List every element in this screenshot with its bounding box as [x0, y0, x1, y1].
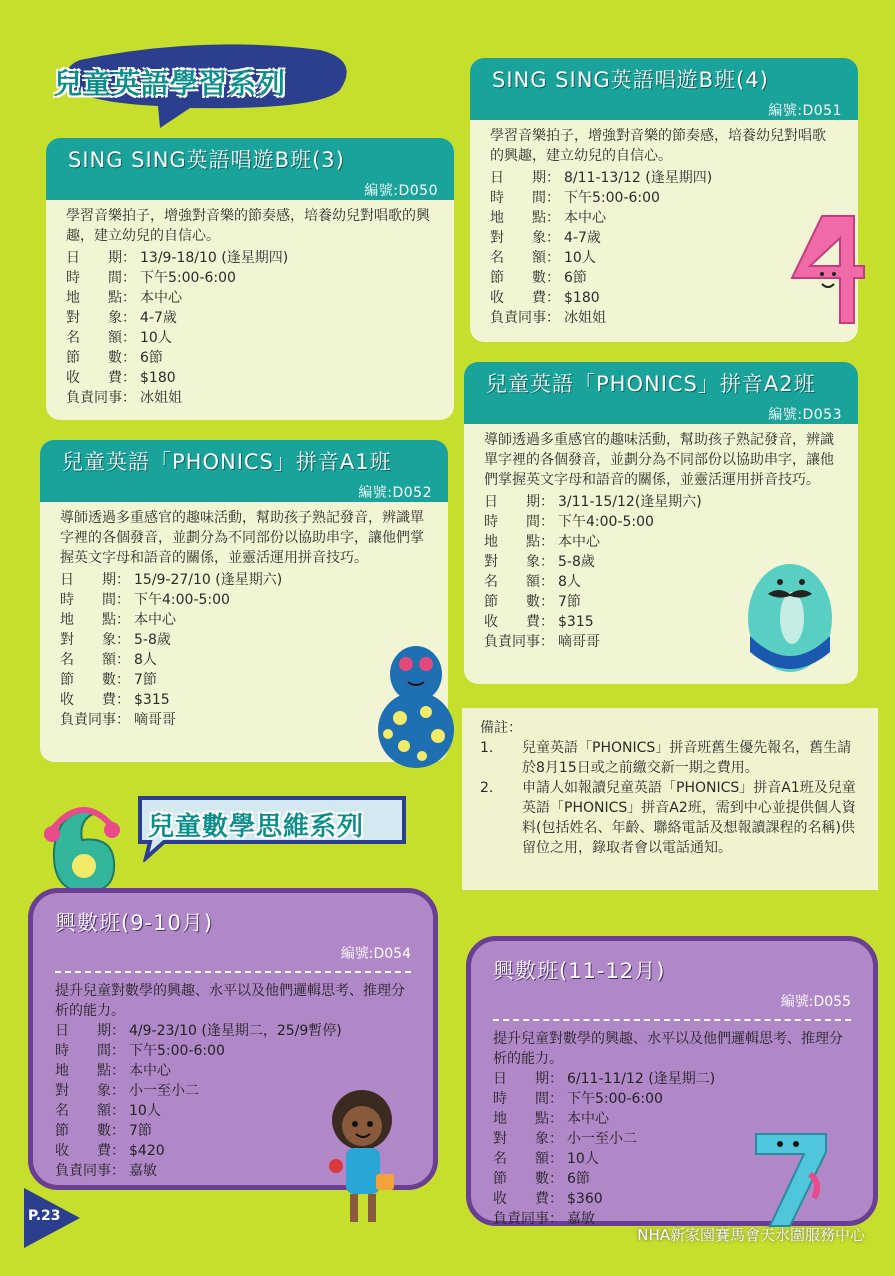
label-target: 對 象： — [66, 310, 136, 326]
label-date: 日 期： — [490, 170, 560, 186]
value-staff: 嘉敏 — [129, 1163, 157, 1179]
label-sessions: 節 數： — [490, 270, 560, 286]
label-quota: 名 額： — [55, 1103, 125, 1119]
label-time: 時 間： — [55, 1043, 125, 1059]
course-description: 提升兒童對數學的興趣、水平以及他們邏輯思考、推理分析的能力。 — [493, 1031, 843, 1067]
value-fee: $180 — [140, 370, 176, 386]
label-staff: 負責同事： — [484, 634, 554, 650]
course-card-d050 — [46, 138, 454, 420]
value-fee: $360 — [567, 1191, 603, 1207]
value-quota: 10人 — [567, 1151, 599, 1167]
number-zero-character-icon — [738, 556, 838, 684]
course-description: 導師透過多重感官的趣味活動，幫助孩子熟記發音，辨識單字裡的各個發音，並劃分為不同部份以協助串字，讓他們掌握英文字母和語音的關係，並靈活運用拼音技巧。 — [484, 432, 834, 488]
label-quota: 名 額： — [60, 652, 130, 668]
note-item — [480, 738, 862, 778]
course-code: 編號:D055 — [780, 994, 851, 1010]
value-place: 本中心 — [558, 534, 600, 550]
value-fee: $315 — [558, 614, 594, 630]
label-place: 地 點： — [484, 534, 554, 550]
label-date: 日 期： — [484, 494, 554, 510]
course-title: SING SING英語唱遊B班(4) — [492, 68, 769, 92]
course-code: 編號:D052 — [358, 485, 432, 501]
page-number: P.23 — [28, 1208, 61, 1224]
note-number: 1. — [480, 740, 494, 756]
note-text: 申請人如報讀兒童英語「PHONICS」拼音A1班及兒童英語「PHONICS」拼音A2班，需到中心並提供個人資料(包括姓名、年齡、聯絡電話及想報讀課程的名稱)供留位之用，錄取者會以電話通知。 — [522, 780, 856, 856]
number-eight-character-icon — [374, 636, 458, 772]
label-sessions: 節 數： — [493, 1171, 563, 1187]
value-sessions: 6節 — [567, 1171, 590, 1187]
label-fee: 收 費： — [66, 370, 136, 386]
label-sessions: 節 數： — [484, 594, 554, 610]
value-place: 本中心 — [129, 1063, 171, 1079]
course-description: 導師透過多重感官的趣味活動，幫助孩子熟記發音，辨識單字裡的各個發音，並劃分為不同部份以協助串字，讓他們掌握英文字母和語音的關係，並靈活運用拼音技巧。 — [60, 510, 424, 566]
value-time: 下午5:00-6:00 — [129, 1043, 225, 1059]
english-series-banner: 兒童英語學習系列 — [54, 67, 287, 100]
course-title: 兒童英語「PHONICS」拼音A2班 — [486, 372, 816, 396]
label-target: 對 象： — [484, 554, 554, 570]
label-time: 時 間： — [60, 592, 130, 608]
value-place: 本中心 — [564, 210, 606, 226]
label-fee: 收 費： — [484, 614, 554, 630]
label-place: 地 點： — [60, 612, 130, 628]
value-quota: 10人 — [129, 1103, 161, 1119]
value-target: 小一至小二 — [567, 1131, 637, 1147]
number-seven-character-icon — [750, 1124, 832, 1230]
card-header — [40, 440, 448, 502]
math-series-banner: 兒童數學思維系列 — [148, 812, 365, 842]
value-date: 15/9-27/10 (逢星期六) — [134, 572, 283, 588]
girl-character-icon — [318, 1086, 404, 1226]
value-fee: $315 — [134, 692, 170, 708]
label-date: 日 期： — [60, 572, 130, 588]
value-place: 本中心 — [140, 290, 182, 306]
label-target: 對 象： — [493, 1131, 563, 1147]
course-description: 提升兒童對數學的興趣、水平以及他們邏輯思考、推理分析的能力。 — [55, 983, 405, 1019]
value-date: 8/11-13/12 (逢星期四) — [564, 170, 713, 186]
value-target: 5-8歲 — [134, 632, 171, 648]
value-quota: 10人 — [564, 250, 596, 266]
value-target: 5-8歲 — [558, 554, 595, 570]
label-quota: 名 額： — [490, 250, 560, 266]
label-time: 時 間： — [493, 1091, 563, 1107]
label-staff: 負責同事： — [490, 310, 560, 326]
value-staff: 嘉敏 — [567, 1211, 595, 1227]
notes-box — [462, 708, 878, 890]
value-date: 4/9-23/10 (逢星期二，25/9暫停) — [129, 1023, 342, 1039]
value-sessions: 6節 — [140, 350, 163, 366]
value-fee: $420 — [129, 1143, 165, 1159]
label-sessions: 節 數： — [66, 350, 136, 366]
value-date: 3/11-15/12(逢星期六) — [558, 494, 702, 510]
note-item — [480, 778, 862, 858]
label-quota: 名 額： — [493, 1151, 563, 1167]
label-place: 地 點： — [490, 210, 560, 226]
value-staff: 冰姐姐 — [564, 310, 606, 326]
value-target: 小一至小二 — [129, 1083, 199, 1099]
label-place: 地 點： — [66, 290, 136, 306]
label-target: 對 象： — [490, 230, 560, 246]
label-staff: 負責同事： — [55, 1163, 125, 1179]
value-quota: 10人 — [140, 330, 172, 346]
label-time: 時 間： — [484, 514, 554, 530]
value-date: 13/9-18/10 (逢星期四) — [140, 250, 289, 266]
card-header — [470, 58, 858, 120]
course-code: 編號:D050 — [364, 183, 438, 199]
number-four-character-icon — [782, 208, 866, 334]
label-fee: 收 費： — [493, 1191, 563, 1207]
label-fee: 收 費： — [60, 692, 130, 708]
value-target: 4-7歲 — [564, 230, 601, 246]
course-code: 編號:D054 — [340, 946, 411, 962]
value-time: 下午4:00-5:00 — [134, 592, 230, 608]
value-staff: 嘀哥哥 — [558, 634, 600, 650]
label-date: 日 期： — [55, 1023, 125, 1039]
notes-heading: 備註： — [480, 720, 522, 736]
label-staff: 負責同事： — [493, 1211, 563, 1227]
course-title: 興數班(9-10月) — [55, 911, 214, 935]
value-place: 本中心 — [134, 612, 176, 628]
value-quota: 8人 — [134, 652, 157, 668]
card-header — [464, 362, 858, 424]
course-code: 編號:D053 — [768, 407, 842, 423]
value-quota: 8人 — [558, 574, 581, 590]
label-quota: 名 額： — [484, 574, 554, 590]
value-sessions: 7節 — [129, 1123, 152, 1139]
label-time: 時 間： — [490, 190, 560, 206]
value-target: 4-7歲 — [140, 310, 177, 326]
course-title: 興數班(11-12月) — [493, 959, 666, 983]
value-staff: 嘀哥哥 — [134, 712, 176, 728]
label-date: 日 期： — [493, 1071, 563, 1087]
value-fee: $180 — [564, 290, 600, 306]
course-title: SING SING英語唱遊B班(3) — [68, 148, 345, 172]
dashed-divider — [493, 1019, 851, 1021]
value-staff: 冰姐姐 — [140, 390, 182, 406]
value-time: 下午5:00-6:00 — [567, 1091, 663, 1107]
value-date: 6/11-11/12 (逢星期二) — [567, 1071, 716, 1087]
label-staff: 負責同事： — [66, 390, 136, 406]
label-place: 地 點： — [493, 1111, 563, 1127]
value-time: 下午5:00-6:00 — [564, 190, 660, 206]
label-sessions: 節 數： — [55, 1123, 125, 1139]
card-body — [46, 200, 454, 416]
course-title: 兒童英語「PHONICS」拼音A1班 — [62, 450, 392, 474]
label-staff: 負責同事： — [60, 712, 130, 728]
value-sessions: 6節 — [564, 270, 587, 286]
label-fee: 收 費： — [55, 1143, 125, 1159]
dashed-divider — [55, 971, 411, 973]
label-place: 地 點： — [55, 1063, 125, 1079]
value-time: 下午5:00-6:00 — [140, 270, 236, 286]
value-time: 下午4:00-5:00 — [558, 514, 654, 530]
value-sessions: 7節 — [134, 672, 157, 688]
value-place: 本中心 — [567, 1111, 609, 1127]
label-fee: 收 費： — [490, 290, 560, 306]
number-six-character-icon — [38, 796, 124, 900]
note-text: 兒童英語「PHONICS」拼音班舊生優先報名，舊生請於8月15日或之前繳交新一期之費用。 — [522, 740, 852, 776]
card-header — [46, 138, 454, 200]
footer-organization: NHA新家園賽馬會天水圍服務中心 — [637, 1226, 865, 1244]
course-description: 學習音樂拍子，增強對音樂的節奏感，培養幼兒對唱歌的興趣，建立幼兒的自信心。 — [66, 208, 430, 244]
course-code: 編號:D051 — [768, 103, 842, 119]
label-quota: 名 額： — [66, 330, 136, 346]
label-target: 對 象： — [60, 632, 130, 648]
label-time: 時 間： — [66, 270, 136, 286]
note-number: 2. — [480, 780, 494, 796]
label-sessions: 節 數： — [60, 672, 130, 688]
label-target: 對 象： — [55, 1083, 125, 1099]
label-date: 日 期： — [66, 250, 136, 266]
course-description: 學習音樂拍子，增強對音樂的節奏感，培養幼兒對唱歌的興趣，建立幼兒的自信心。 — [490, 128, 826, 164]
value-sessions: 7節 — [558, 594, 581, 610]
